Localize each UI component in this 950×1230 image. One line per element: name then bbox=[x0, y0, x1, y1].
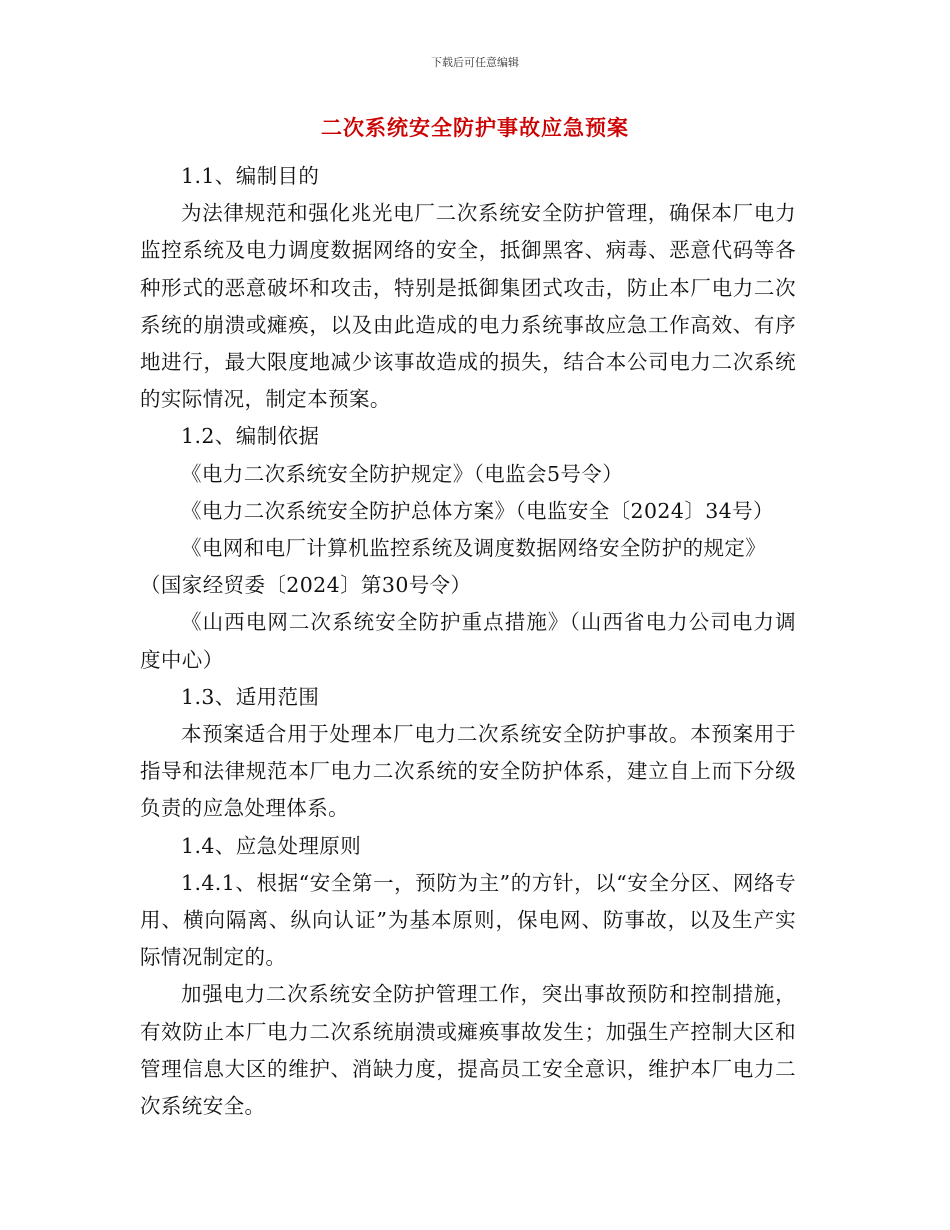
document-title: 二次系统安全防护事故应急预案 bbox=[321, 116, 629, 140]
paragraph-principle-1-4-1: 1.4.1、根据“安全第一，预防为主”的方针，以“安全分区、网络专用、横向隔离、纵向认证”为基本原则，保电网、防事故，以及生产实际情况制定的。 bbox=[140, 870, 796, 970]
reference-item: 《电力二次系统安全防护总体方案》（电监安全〔2024〕34号） bbox=[181, 498, 774, 523]
header-note: 下载后可任意编辑 bbox=[431, 56, 519, 69]
reference-item-continuation: （国家经贸委〔2024〕第30号令） bbox=[140, 573, 472, 598]
reference-item: 《山西电网二次系统安全防护重点措施》（山西省电力公司电力调度中心） bbox=[140, 610, 796, 672]
heading-1-1: 1.1、编制目的 bbox=[181, 164, 320, 188]
heading-1-4: 1.4、应急处理原则 bbox=[181, 833, 362, 858]
paragraph-strengthen: 加强电力二次系统安全防护管理工作，突出事故预防和控制措施，有效防止本厂电力二次系统崩溃或瘫痪事故发生；加强生产控制大区和管理信息大区的维护、消缺力度，提高员工安全意识，维护本厂电力二次系统安全。 bbox=[140, 982, 796, 1119]
reference-item: 《电网和电厂计算机监控系统及调度数据网络安全防护的规定》 bbox=[181, 536, 767, 561]
document-body bbox=[140, 158, 796, 1125]
paragraph-scope: 本预案适合用于处理本厂电力二次系统安全防护事故。本预案用于指导和法律规范本厂电力二次系统的安全防护体系，建立自上而下分级负责的应急处理体系。 bbox=[140, 722, 796, 821]
reference-item: 《电力二次系统安全防护规定》（电监会5号令） bbox=[181, 461, 624, 486]
heading-1-3: 1.3、适用范围 bbox=[181, 684, 320, 709]
paragraph-purpose: 为法律规范和强化兆光电厂二次系统安全防护管理，确保本厂电力监控系统及电力调度数据网络的安全，抵御黑客、病毒、恶意代码等各种形式的恶意破坏和攻击，特别是抵御集团式攻击，防止本厂电力二次系统的崩溃或瘫痪，以及由此造成的电力系统事故应急工作高效、有序地进行，最大限度地减少该事故造成的损失，结合本公司电力二次系统的实际情况，制定本预案。 bbox=[140, 201, 796, 412]
heading-1-2: 1.2、编制依据 bbox=[181, 424, 320, 449]
